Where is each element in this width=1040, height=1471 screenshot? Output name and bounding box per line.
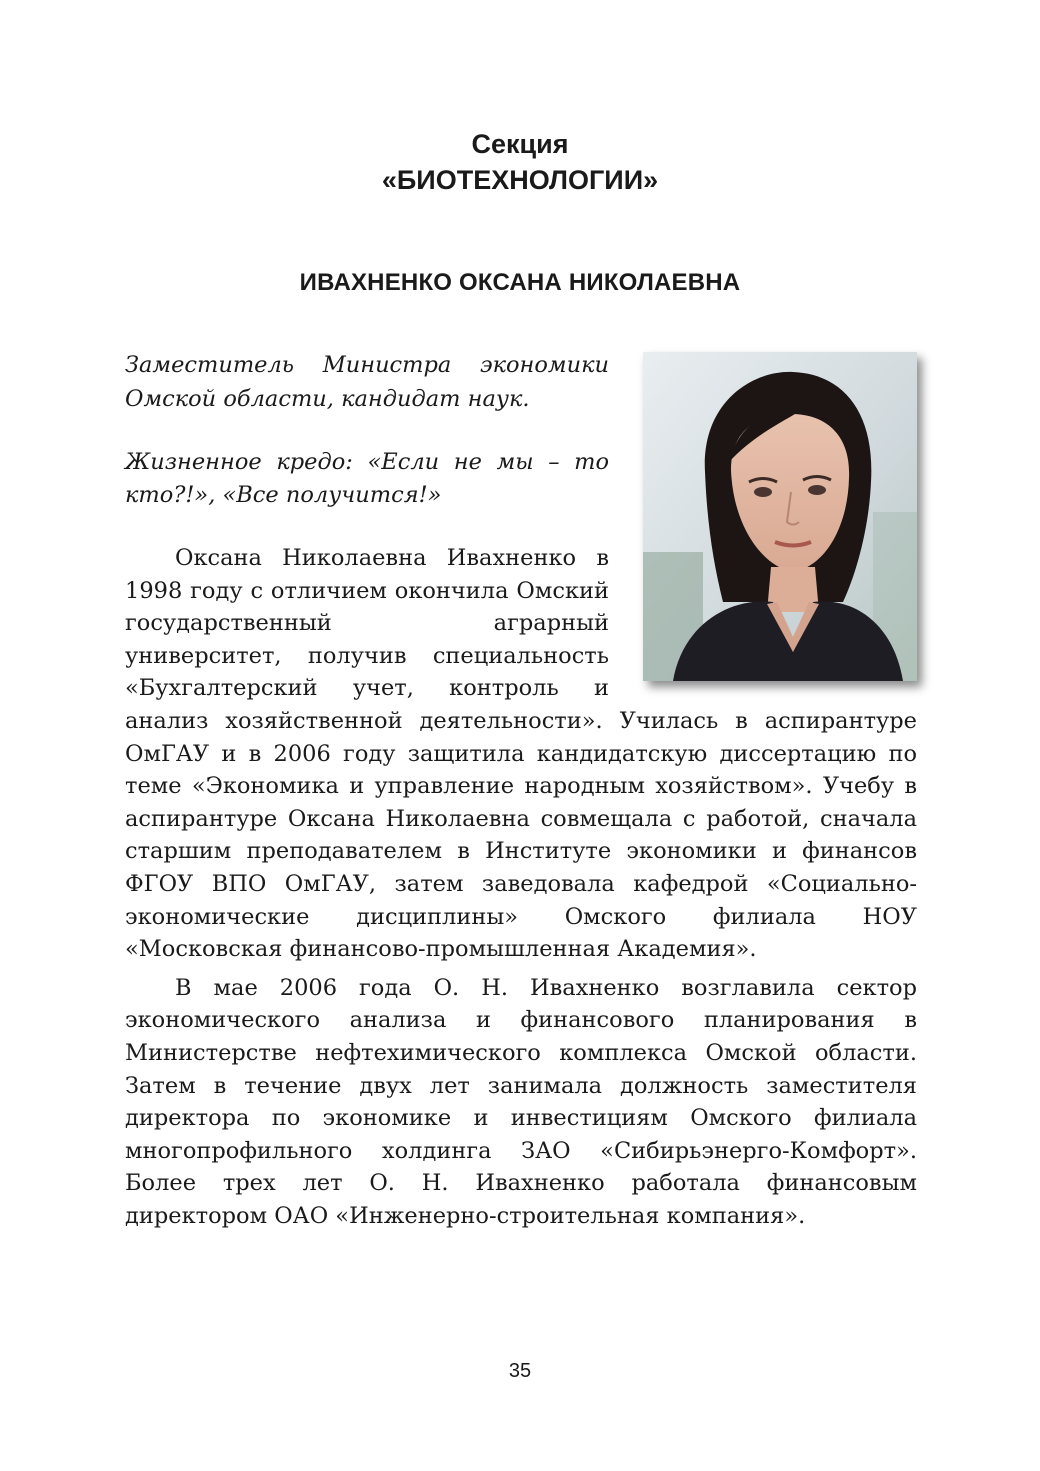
biography-paragraph-1: Оксана Николаевна Ивахненко в 1998 году с отличием окончила Омский государственный аграрный университет, получив специальность «Бухгалтерский учет, контроль и анализ хозяйственной деятельности». Училась в аспирантуре ОмГАУ и в 2006 году защитила кандидатскую диссертацию по теме «Экономика и управление народным хозяйством». Учебу в аспирантуре Оксана Николаевна совмещала с работой, сначала старшим преподавателем в Институте экономики и финансов ФГОУ ВПО ОмГАУ, затем заведовала кафедрой «Социально-экономические дисциплины» Омского филиала НОУ «Московская финансово-промышленная Академия».: [125, 545, 917, 963]
section-title-line2: «БИОТЕХНОЛОГИИ»: [381, 165, 659, 195]
person-role: Заместитель Министра экономики Омской области, кандидат наук.: [125, 352, 609, 412]
section-title-line1: Секция: [471, 129, 569, 159]
article-body: [125, 348, 917, 1232]
biography-paragraph-2: В мае 2006 года О. Н. Ивахненко возглавила сектор экономического анализа и финансового планирования в Министерстве нефтехимического комплекса Омской области. Затем в течение двух лет занимала должность заместителя директора по экономике и инвестициям Омского филиала многопрофильного холдинга ЗАО «Сибирьэнерго-Комфорт». Более трех лет О. Н. Ивахненко работала финансовым директором ОАО «Инженерно-строительная компания».: [125, 974, 917, 1229]
person-motto: Жизненное кредо: «Если не мы – то кто?!», «Все получится!»: [125, 449, 609, 508]
page-number: 35: [508, 1360, 532, 1382]
person-name: ИВАХНЕНКО ОКСАНА НИКОЛАЕВНА: [299, 269, 741, 296]
section-title: [0, 126, 1040, 198]
portrait-photo: [643, 352, 917, 681]
